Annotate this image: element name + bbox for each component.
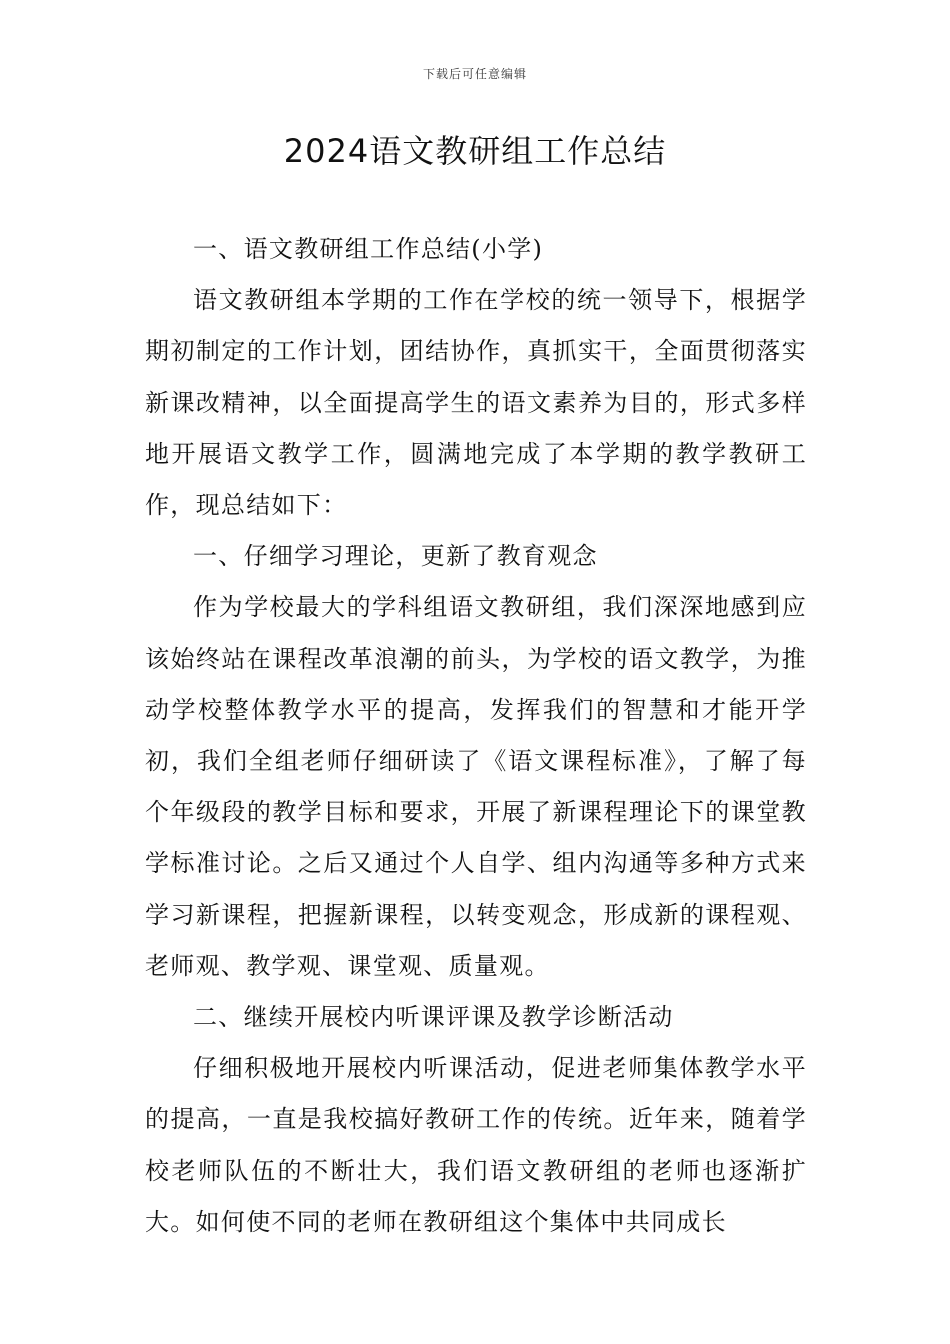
section-heading-1: 一、仔细学习理论，更新了教育观念 [193,542,598,571]
document-body [145,224,807,1248]
section-1-paragraph: 作为学校最大的学科组语文教研组，我们深深地感到应该始终站在课程改革浪潮的前头，为学校的语文教学，为推动学校整体教学水平的提高，发挥我们的智慧和才能开学初，我们全组老师仔细研读了《语文课程标准》，了解了每个年级段的教学目标和要求，开展了新课程理论下的课堂教学标准讨论。之后又通过个人自学、组内沟通等多种方式来学习新课程，把握新课程，以转变观念，形成新的课程观、老师观、教学观、课堂观、质量观。 [145,593,807,980]
section-heading-2: 二、继续开展校内听课评课及教学诊断活动 [193,1003,674,1032]
section-heading-primary: 一、语文教研组工作总结(小学) [193,235,544,263]
header-note: 下载后可任意编辑 [422,67,527,81]
intro-paragraph: 语文教研组本学期的工作在学校的统一领导下，根据学期初制定的工作计划，团结协作，真抓实干，全面贯彻落实新课改精神，以全面提高学生的语文素养为目的，形式多样地开展语文教学工作，圆满地完成了本学期的教学教研工作，现总结如下： [145,286,807,520]
document-title: 2024语文教研组工作总结 [283,132,667,170]
section-2-paragraph: 仔细积极地开展校内听课活动，促进老师集体教学水平的提高，一直是我校搞好教研工作的传统。近年来，随着学校老师队伍的不断壮大，我们语文教研组的老师也逐渐扩大。如何使不同的老师在教研组这个集体中共同成长 [145,1054,807,1236]
